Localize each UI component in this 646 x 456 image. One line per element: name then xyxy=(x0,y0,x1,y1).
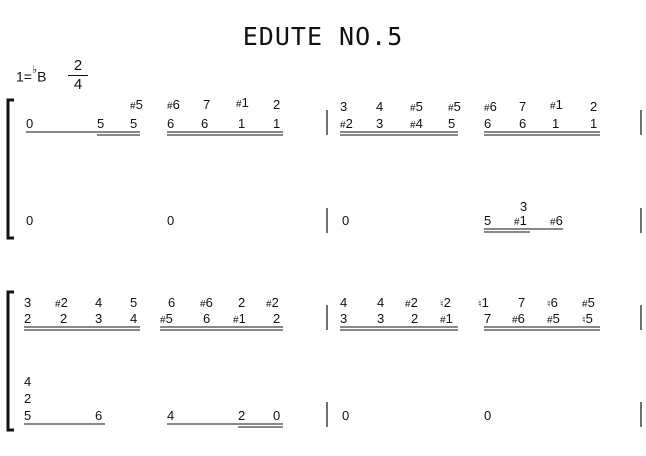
note xyxy=(26,117,33,130)
note xyxy=(273,117,280,130)
note-digit: 7 xyxy=(484,311,492,326)
note xyxy=(582,312,593,327)
note xyxy=(484,312,491,325)
note-digit: 1 xyxy=(238,116,246,131)
note xyxy=(484,117,491,130)
note xyxy=(167,214,174,227)
note xyxy=(519,117,526,130)
note xyxy=(273,409,280,422)
note-digit: 4 xyxy=(24,374,32,389)
note-digit: 6 xyxy=(205,295,213,310)
note-digit: 0 xyxy=(167,213,175,228)
note xyxy=(130,98,143,113)
note xyxy=(340,117,353,132)
note xyxy=(24,296,31,309)
note xyxy=(547,296,558,311)
note-digit: 2 xyxy=(24,311,32,326)
key-prefix: 1= xyxy=(16,68,32,85)
note xyxy=(582,296,595,311)
note-digit: 5 xyxy=(415,99,423,114)
note xyxy=(97,117,104,130)
accidental: # xyxy=(405,299,411,310)
note-digit: 2 xyxy=(273,97,281,112)
note-digit: 2 xyxy=(590,99,598,114)
note-digit: 7 xyxy=(519,99,527,114)
note xyxy=(95,296,102,309)
note-digit: 5 xyxy=(165,311,173,326)
accidental: # xyxy=(266,299,272,310)
note-digit: 6 xyxy=(489,99,497,114)
note-digit: 5 xyxy=(552,311,560,326)
note-digit: 6 xyxy=(517,311,525,326)
note xyxy=(448,117,455,130)
note-digit: 6 xyxy=(167,116,175,131)
note xyxy=(238,296,245,309)
accidental: # xyxy=(484,103,490,114)
accidental: ♮ xyxy=(478,299,482,310)
meter-bottom: 4 xyxy=(73,76,83,93)
note xyxy=(411,312,418,325)
note-digit: 3 xyxy=(340,99,348,114)
note xyxy=(342,409,349,422)
note-digit: 2 xyxy=(410,295,418,310)
note-digit: 4 xyxy=(130,311,138,326)
note xyxy=(484,409,491,422)
accidental: # xyxy=(236,99,242,110)
note xyxy=(440,312,453,327)
note xyxy=(376,100,383,113)
note-digit: 1 xyxy=(238,311,246,326)
note-digit: 1 xyxy=(552,116,560,131)
note-digit: 5 xyxy=(24,408,32,423)
accidental: # xyxy=(233,315,239,326)
note-digit: 0 xyxy=(26,116,34,131)
note-digit: 0 xyxy=(342,408,350,423)
note-digit: 5 xyxy=(135,97,143,112)
note xyxy=(519,100,526,113)
meter-top: 2 xyxy=(73,57,83,74)
note-digit: 6 xyxy=(550,295,558,310)
note xyxy=(405,296,418,311)
note-digit: 2 xyxy=(273,311,281,326)
note-digit: 5 xyxy=(448,116,456,131)
note-digit: 3 xyxy=(376,116,384,131)
accidental: # xyxy=(448,103,454,114)
note-digit: 1 xyxy=(590,116,598,131)
note-digit: 0 xyxy=(342,213,350,228)
note-digit: 0 xyxy=(26,213,34,228)
accidental: # xyxy=(440,315,446,326)
note-digit: 6 xyxy=(168,295,176,310)
accidental: ♮ xyxy=(440,299,444,310)
note xyxy=(590,100,597,113)
note-digit: 7 xyxy=(518,295,526,310)
note-digit: 2 xyxy=(271,295,279,310)
note xyxy=(130,296,137,309)
note-digit: 5 xyxy=(453,99,461,114)
note xyxy=(478,296,489,311)
note xyxy=(484,100,497,115)
note-digit: 0 xyxy=(273,408,281,423)
note-digit: 3 xyxy=(95,311,103,326)
note-digit: 5 xyxy=(130,116,138,131)
note-digit: 6 xyxy=(172,97,180,112)
note xyxy=(518,296,525,309)
note xyxy=(201,117,208,130)
note-digit: 2 xyxy=(411,311,419,326)
note xyxy=(484,214,491,227)
note-digit: 2 xyxy=(60,295,68,310)
note xyxy=(550,214,563,229)
note xyxy=(238,409,245,422)
note-digit: 5 xyxy=(484,213,492,228)
note-digit: 2 xyxy=(60,311,68,326)
accidental: # xyxy=(55,299,61,310)
note xyxy=(590,117,597,130)
accidental: # xyxy=(550,217,556,228)
flat-sign: ♭ xyxy=(31,64,38,76)
note-digit: 6 xyxy=(95,408,103,423)
note-digit: 2 xyxy=(443,295,451,310)
note-digit: 4 xyxy=(376,99,384,114)
system-bracket-2 xyxy=(8,292,14,430)
note-digit: 3 xyxy=(377,311,385,326)
accidental: # xyxy=(160,315,166,326)
note xyxy=(238,117,245,130)
note xyxy=(514,214,527,229)
note xyxy=(552,117,559,130)
accidental: # xyxy=(514,217,520,228)
note-digit: 0 xyxy=(484,408,492,423)
note xyxy=(95,312,102,325)
note xyxy=(273,312,280,325)
note-digit: 3 xyxy=(340,311,348,326)
note xyxy=(266,296,279,311)
note xyxy=(340,100,347,113)
note-digit: 4 xyxy=(415,116,423,131)
note-digit: 7 xyxy=(203,97,211,112)
note xyxy=(340,296,347,309)
accidental: ♮ xyxy=(547,299,551,310)
system-bracket-1 xyxy=(8,100,14,238)
note xyxy=(130,312,137,325)
note xyxy=(520,200,527,213)
note-digit: 3 xyxy=(520,199,528,214)
note-digit: 1 xyxy=(555,97,563,112)
note-digit: 2 xyxy=(24,391,32,406)
note xyxy=(167,117,174,130)
note-digit: 6 xyxy=(201,116,209,131)
note-digit: 4 xyxy=(340,295,348,310)
note xyxy=(550,98,563,113)
note xyxy=(24,312,31,325)
note xyxy=(236,96,249,111)
note xyxy=(233,312,246,327)
note-digit: 4 xyxy=(167,408,175,423)
note xyxy=(24,375,31,388)
key-note: B xyxy=(37,68,47,85)
note-digit: 6 xyxy=(519,116,527,131)
note xyxy=(55,296,68,311)
note xyxy=(377,296,384,309)
note-digit: 1 xyxy=(519,213,527,228)
accidental: # xyxy=(547,315,553,326)
note-digit: 6 xyxy=(555,213,563,228)
note-digit: 3 xyxy=(24,295,32,310)
accidental: ♮ xyxy=(582,315,586,326)
accidental: # xyxy=(550,101,556,112)
note xyxy=(160,312,173,327)
note xyxy=(448,100,461,115)
note xyxy=(410,100,423,115)
accidental: # xyxy=(167,101,173,112)
note xyxy=(377,312,384,325)
accidental: # xyxy=(340,120,346,131)
note xyxy=(342,214,349,227)
note-digit: 1 xyxy=(241,95,249,110)
note xyxy=(130,117,137,130)
note-digit: 4 xyxy=(95,295,103,310)
note-digit: 6 xyxy=(484,116,492,131)
note xyxy=(512,312,525,327)
accidental: # xyxy=(130,101,136,112)
note xyxy=(24,392,31,405)
note-digit: 2 xyxy=(345,116,353,131)
note xyxy=(203,98,210,111)
note-digit: 5 xyxy=(97,116,105,131)
note xyxy=(26,214,33,227)
note xyxy=(440,296,451,311)
accidental: # xyxy=(200,299,206,310)
note xyxy=(167,409,174,422)
note-digit: 6 xyxy=(203,311,211,326)
accidental: # xyxy=(582,299,588,310)
note-digit: 1 xyxy=(445,311,453,326)
note xyxy=(60,312,67,325)
note xyxy=(203,312,210,325)
note xyxy=(273,98,280,111)
accidental: # xyxy=(512,315,518,326)
page-title: EDUTE NO.5 xyxy=(242,22,404,51)
note-digit: 5 xyxy=(587,295,595,310)
accidental: # xyxy=(410,103,416,114)
note xyxy=(95,409,102,422)
note xyxy=(168,296,175,309)
note xyxy=(167,98,180,113)
note-digit: 5 xyxy=(130,295,138,310)
note-digit: 1 xyxy=(273,116,281,131)
accidental: # xyxy=(410,120,416,131)
note xyxy=(24,409,31,422)
note-digit: 4 xyxy=(377,295,385,310)
note-digit: 1 xyxy=(481,295,489,310)
note-digit: 2 xyxy=(238,295,246,310)
note xyxy=(547,312,560,327)
note xyxy=(200,296,213,311)
note-digit: 5 xyxy=(585,311,593,326)
note xyxy=(340,312,347,325)
note xyxy=(410,117,423,132)
note xyxy=(376,117,383,130)
note-digit: 2 xyxy=(238,408,246,423)
